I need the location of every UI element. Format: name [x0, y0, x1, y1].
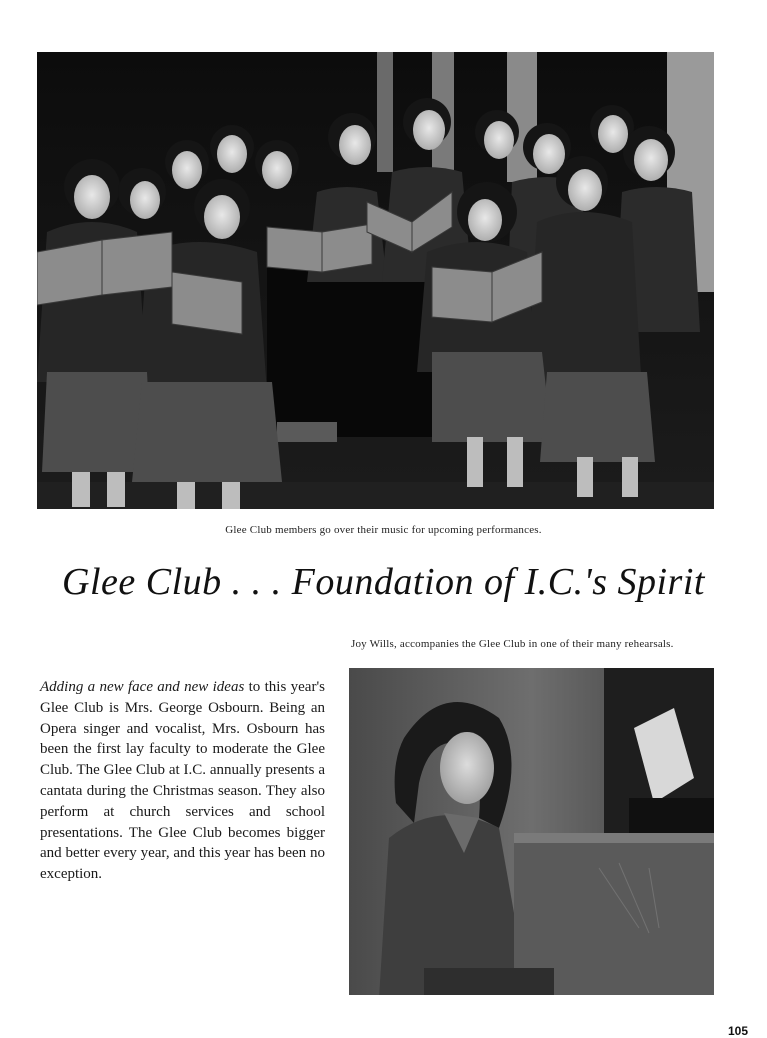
glee-club-photo-image	[37, 52, 714, 509]
article-text: to this year's Glee Club is Mrs. George Osbourn. Being an Opera singer and vocalist, Mrs. Osbourn has been the first lay faculty to moderate the Glee Club. The Glee Club at I.C. annually presents a cantata during the Christmas season. They also perform at church services and school presentations. The Glee Club becomes bigger and better every year, and this year has been no exception.	[40, 679, 325, 883]
article-lead: Adding a new face and new ideas	[40, 679, 245, 695]
glee-club-photo-caption: Glee Club members go over their music for upcoming performances.	[225, 524, 542, 536]
article-body	[40, 677, 325, 885]
page-headline: Glee Club . . . Foundation of I.C.'s Spirit	[62, 561, 705, 603]
accompanist-photo-image	[349, 668, 714, 995]
glee-club-photo	[37, 52, 714, 509]
page-number: 105	[728, 1024, 749, 1038]
accompanist-photo-caption: Joy Wills, accompanies the Glee Club in one of their many rehearsals.	[351, 638, 674, 650]
accompanist-photo	[349, 668, 714, 995]
